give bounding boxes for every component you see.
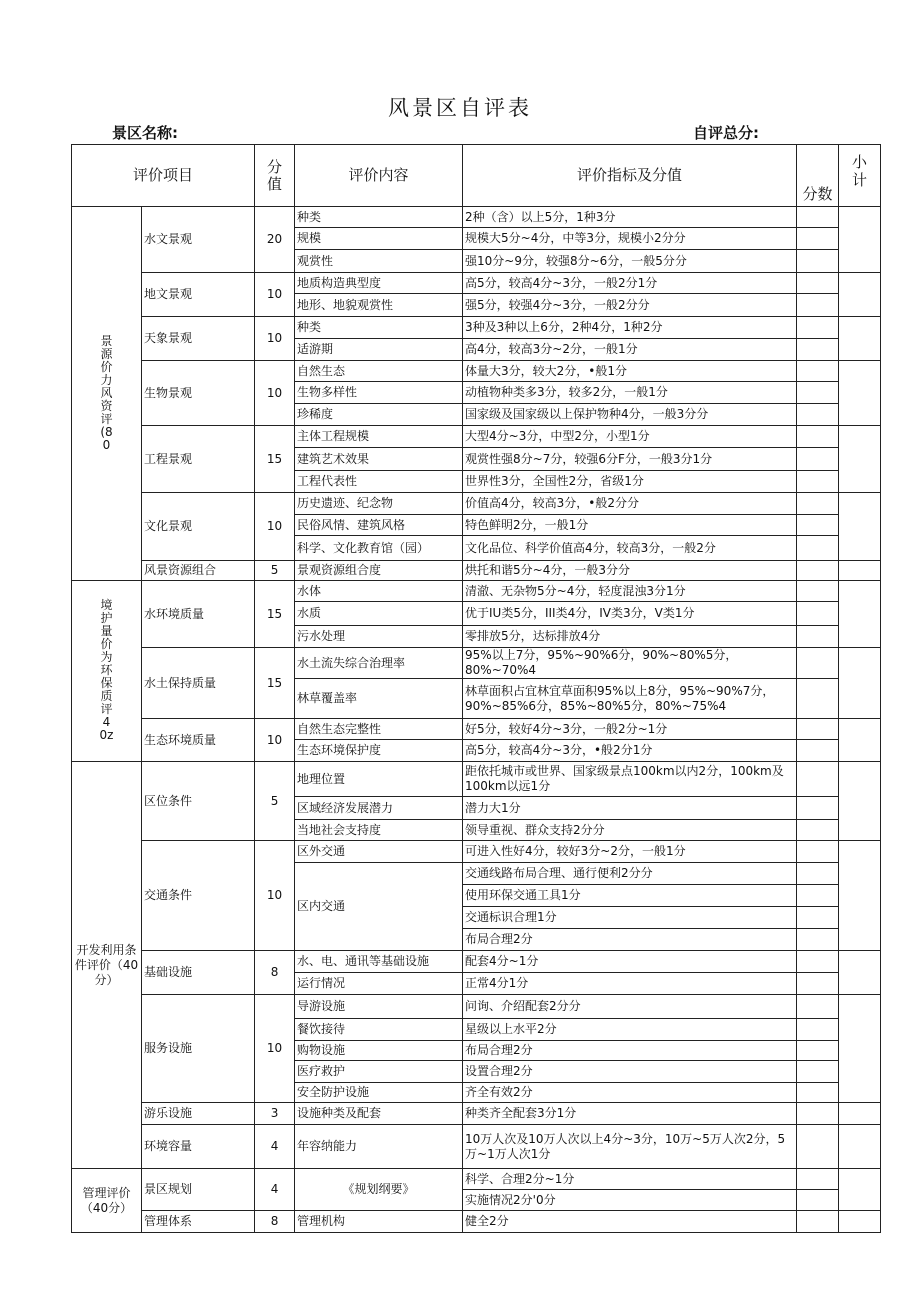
content-cell: 医疗救护 (295, 1061, 463, 1083)
points-cell (797, 762, 839, 797)
points-cell (797, 1169, 839, 1190)
content-cell: 林草覆盖率 (295, 679, 463, 719)
subtotal-cell (839, 207, 881, 273)
points-cell (797, 1190, 839, 1211)
points-cell (797, 317, 839, 339)
points-cell (797, 648, 839, 679)
subtotal-cell (839, 426, 881, 493)
table-row (72, 719, 881, 740)
item-score: 15 (255, 581, 295, 648)
content-cell: 种类 (295, 317, 463, 339)
table-row (72, 762, 881, 797)
content-cell: 珍稀度 (295, 404, 463, 426)
points-cell (797, 1019, 839, 1041)
item-score: 20 (255, 207, 295, 273)
table-row (72, 951, 881, 973)
category-management (72, 1169, 142, 1233)
item-name: 游乐设施 (142, 1103, 255, 1125)
content-cell: 自然生态完整性 (295, 719, 463, 740)
points-cell (797, 1083, 839, 1103)
points-cell (797, 515, 839, 536)
points-cell (797, 995, 839, 1019)
table-row (72, 273, 881, 294)
subtotal-cell (839, 1103, 881, 1125)
indicator-cell: 体量大3分，较大2分，•般1分 (463, 361, 797, 382)
points-cell (797, 471, 839, 493)
subtotal-cell (839, 561, 881, 581)
subtotal-cell (839, 581, 881, 648)
indicator-cell: 特色鲜明2分，一般1分 (463, 515, 797, 536)
subtotal-cell (839, 648, 881, 719)
content-cell: 历史遗迹、纪念物 (295, 493, 463, 515)
content-cell: 运行情况 (295, 973, 463, 995)
indicator-cell: 高4分，较高3分~2分，一般1分 (463, 339, 797, 361)
item-score: 15 (255, 648, 295, 719)
subtotal-cell (839, 493, 881, 561)
table-row (72, 493, 881, 515)
table-row (72, 317, 881, 339)
item-name: 天象景观 (142, 317, 255, 361)
indicator-cell: 设置合理2分 (463, 1061, 797, 1083)
item-score: 3 (255, 1103, 295, 1125)
content-cell: 主体工程规模 (295, 426, 463, 448)
content-cell: 《规划纲要》 (295, 1169, 463, 1211)
scenic-name-label: 景区名称: (112, 124, 178, 142)
points-cell (797, 1103, 839, 1125)
indicator-cell: 交通标识合理1分 (463, 907, 797, 929)
content-cell: 民俗风情、建筑风格 (295, 515, 463, 536)
indicator-cell: 零排放5分，达标排放4分 (463, 626, 797, 648)
content-cell: 年容纳能力 (295, 1125, 463, 1169)
points-cell (797, 602, 839, 626)
points-cell (797, 561, 839, 581)
points-cell (797, 207, 839, 228)
content-cell: 建筑艺术效果 (295, 448, 463, 471)
subtotal-cell (839, 273, 881, 317)
content-cell: 区域经济发展潜力 (295, 797, 463, 820)
points-cell (797, 250, 839, 273)
item-score: 8 (255, 951, 295, 995)
subtotal-cell (839, 1125, 881, 1169)
content-cell: 水质 (295, 602, 463, 626)
indicator-cell: 领导重视、群众支持2分分 (463, 820, 797, 841)
points-cell (797, 536, 839, 561)
table-row (72, 1125, 881, 1169)
item-name: 区位条件 (142, 762, 255, 841)
header-subtotal: 小 计 (839, 145, 881, 207)
header-score-value: 分 值 (255, 145, 295, 207)
indicator-cell: 健全2分 (463, 1211, 797, 1233)
subtotal-cell (839, 995, 881, 1103)
indicator-cell: 正常4分1分 (463, 973, 797, 995)
item-score: 15 (255, 426, 295, 493)
points-cell (797, 493, 839, 515)
content-cell: 水、电、通讯等基础设施 (295, 951, 463, 973)
content-cell: 区内交通 (295, 863, 463, 951)
item-name: 景区规划 (142, 1169, 255, 1211)
item-score: 5 (255, 762, 295, 841)
indicator-cell: 观赏性强8分~7分，较强6分F分，一般3分1分 (463, 448, 797, 471)
header-indicator: 评价指标及分值 (463, 145, 797, 207)
content-cell: 规模 (295, 228, 463, 250)
indicator-cell: 星级以上水平2分 (463, 1019, 797, 1041)
item-score: 10 (255, 841, 295, 951)
indicator-cell: 使用环保交通工具1分 (463, 885, 797, 907)
indicator-cell: 问询、介绍配套2分分 (463, 995, 797, 1019)
indicator-cell: 布局合理2分 (463, 929, 797, 951)
points-cell (797, 679, 839, 719)
header-row (72, 145, 881, 207)
indicator-cell: 3种及3种以上6分，2种4分，1种2分 (463, 317, 797, 339)
indicator-cell: 距依托城市或世界、国家级景点100km以内2分，100km及100km以远1分 (463, 762, 797, 797)
points-cell (797, 273, 839, 294)
item-name: 交通条件 (142, 841, 255, 951)
indicator-cell: 95%以上7分，95%~90%6分，90%~80%5分，80%~70%4 (463, 648, 797, 679)
points-cell (797, 951, 839, 973)
points-cell (797, 719, 839, 740)
points-cell (797, 1125, 839, 1169)
table-row (72, 1211, 881, 1233)
item-score: 8 (255, 1211, 295, 1233)
header-content: 评价内容 (295, 145, 463, 207)
indicator-cell: 实施情况2分'0分 (463, 1190, 797, 1211)
item-score: 10 (255, 493, 295, 561)
subtotal-cell (839, 1211, 881, 1233)
content-cell: 地质构造典型度 (295, 273, 463, 294)
indicator-cell: 配套4分~1分 (463, 951, 797, 973)
content-cell: 生态环境保护度 (295, 740, 463, 762)
indicator-cell: 齐全有效2分 (463, 1083, 797, 1103)
subtotal-cell (839, 762, 881, 841)
page-title: 风景区自评表 (388, 96, 532, 120)
subtotal-cell (839, 317, 881, 361)
item-score: 10 (255, 719, 295, 762)
content-cell: 工程代表性 (295, 471, 463, 493)
content-cell: 水体 (295, 581, 463, 602)
item-score: 10 (255, 273, 295, 317)
subtotal-cell (839, 719, 881, 762)
points-cell (797, 1061, 839, 1083)
table-row (72, 841, 881, 863)
table-row (72, 207, 881, 228)
content-cell: 科学、文化教育馆（园） (295, 536, 463, 561)
points-cell (797, 973, 839, 995)
points-cell (797, 228, 839, 250)
indicator-cell: 规模大5分~4分，中等3分，规模小2分分 (463, 228, 797, 250)
content-cell: 管理机构 (295, 1211, 463, 1233)
indicator-cell: 强10分~9分，较强8分~6分，一般5分分 (463, 250, 797, 273)
points-cell (797, 581, 839, 602)
indicator-cell: 价值高4分，较高3分，•般2分分 (463, 493, 797, 515)
indicator-cell: 种类齐全配套3分1分 (463, 1103, 797, 1125)
table-row (72, 426, 881, 448)
points-cell (797, 797, 839, 820)
category-label: 境护量价为环保质评40z (99, 598, 114, 742)
item-name: 工程景观 (142, 426, 255, 493)
category-label: 景源价力风资评(80 (100, 333, 113, 452)
content-cell: 自然生态 (295, 361, 463, 382)
content-cell: 当地社会支持度 (295, 820, 463, 841)
item-name: 管理体系 (142, 1211, 255, 1233)
indicator-cell: 国家级及国家级以上保护物种4分，一般3分分 (463, 404, 797, 426)
indicator-cell: 2种（含）以上5分，1种3分 (463, 207, 797, 228)
points-cell (797, 339, 839, 361)
points-cell (797, 404, 839, 426)
content-cell: 景观资源组合度 (295, 561, 463, 581)
points-cell (797, 820, 839, 841)
item-name: 水环境质量 (142, 581, 255, 648)
item-name: 水文景观 (142, 207, 255, 273)
indicator-cell: 可进入性好4分，较好3分~2分，一般1分 (463, 841, 797, 863)
item-name: 服务设施 (142, 995, 255, 1103)
category-label: 管理评价（40分） (80, 1185, 133, 1215)
subtotal-cell (839, 841, 881, 951)
indicator-cell: 高5分，较高4分~3分，•般2分1分 (463, 740, 797, 762)
item-name: 生物景观 (142, 361, 255, 426)
indicator-cell: 科学、合理2分~1分 (463, 1169, 797, 1190)
points-cell (797, 426, 839, 448)
indicator-cell: 文化品位、科学价值高4分，较高3分，一般2分 (463, 536, 797, 561)
indicator-cell: 世界性3分，全国性2分，省级1分 (463, 471, 797, 493)
indicator-cell: 好5分，较好4分~3分，一般2分~1分 (463, 719, 797, 740)
indicator-cell: 林草面积占宜林宜草面积95%以上8分，95%~90%7分，90%~85%6分，85%~80%5分，80%~75%4 (463, 679, 797, 719)
content-cell: 购物设施 (295, 1041, 463, 1061)
indicator-cell: 清澈、无杂物5分~4分，轻度混浊3分1分 (463, 581, 797, 602)
points-cell (797, 907, 839, 929)
indicator-cell: 10万人次及10万人次以上4分~3分，10万~5万人次2分，5万~1万人次1分 (463, 1125, 797, 1169)
subtotal-cell (839, 951, 881, 995)
content-cell: 观赏性 (295, 250, 463, 273)
item-score: 10 (255, 995, 295, 1103)
category-resource (72, 207, 142, 581)
item-name: 基础设施 (142, 951, 255, 995)
item-score: 5 (255, 561, 295, 581)
table-row (72, 1103, 881, 1125)
item-name: 生态环境质量 (142, 719, 255, 762)
content-cell: 污水处理 (295, 626, 463, 648)
table-row (72, 581, 881, 602)
table-row (72, 995, 881, 1019)
points-cell (797, 1211, 839, 1233)
indicator-cell: 动植物种类多3分，较多2分，一般1分 (463, 382, 797, 404)
item-name: 风景资源组合 (142, 561, 255, 581)
subtotal-cell (839, 1169, 881, 1211)
item-name: 环境容量 (142, 1125, 255, 1169)
points-cell (797, 382, 839, 404)
content-cell: 安全防护设施 (295, 1083, 463, 1103)
points-cell (797, 448, 839, 471)
points-cell (797, 885, 839, 907)
content-cell: 适游期 (295, 339, 463, 361)
content-cell: 水土流失综合治理率 (295, 648, 463, 679)
header-item: 评价项目 (72, 145, 255, 207)
header-points: 分数 (797, 145, 839, 207)
content-cell: 区外交通 (295, 841, 463, 863)
indicator-cell: 烘托和谐5分~4分，一般3分分 (463, 561, 797, 581)
content-cell: 生物多样性 (295, 382, 463, 404)
item-name: 文化景观 (142, 493, 255, 561)
points-cell (797, 841, 839, 863)
content-cell: 地理位置 (295, 762, 463, 797)
content-cell: 餐饮接待 (295, 1019, 463, 1041)
subtotal-cell (839, 361, 881, 426)
table-row (72, 561, 881, 581)
total-score-label: 自评总分: (693, 124, 759, 142)
table-row (72, 361, 881, 382)
category-label: 开发利用条件评价（40分） (74, 942, 139, 987)
item-name: 地文景观 (142, 273, 255, 317)
item-name: 水土保持质量 (142, 648, 255, 719)
content-cell: 种类 (295, 207, 463, 228)
item-score: 10 (255, 317, 295, 361)
category-environment (72, 581, 142, 762)
item-score: 10 (255, 361, 295, 426)
indicator-cell: 强5分，较强4分~3分，一般2分分 (463, 294, 797, 317)
table-row (72, 1169, 881, 1190)
points-cell (797, 361, 839, 382)
content-cell: 导游设施 (295, 995, 463, 1019)
evaluation-table (71, 144, 881, 1233)
item-score: 4 (255, 1169, 295, 1211)
indicator-cell: 高5分，较高4分~3分，一般2分1分 (463, 273, 797, 294)
points-cell (797, 929, 839, 951)
points-cell (797, 294, 839, 317)
points-cell (797, 626, 839, 648)
indicator-cell: 潜力大1分 (463, 797, 797, 820)
indicator-cell: 交通线路布局合理、通行便利2分分 (463, 863, 797, 885)
content-cell: 设施种类及配套 (295, 1103, 463, 1125)
content-cell: 地形、地貌观赏性 (295, 294, 463, 317)
category-development (72, 762, 142, 1169)
indicator-cell: 优于IU类5分，III类4分，IV类3分，V类1分 (463, 602, 797, 626)
table-row (72, 648, 881, 679)
points-cell (797, 1041, 839, 1061)
points-cell (797, 863, 839, 885)
indicator-cell: 布局合理2分 (463, 1041, 797, 1061)
points-cell (797, 740, 839, 762)
item-score: 4 (255, 1125, 295, 1169)
indicator-cell: 大型4分~3分，中型2分，小型1分 (463, 426, 797, 448)
